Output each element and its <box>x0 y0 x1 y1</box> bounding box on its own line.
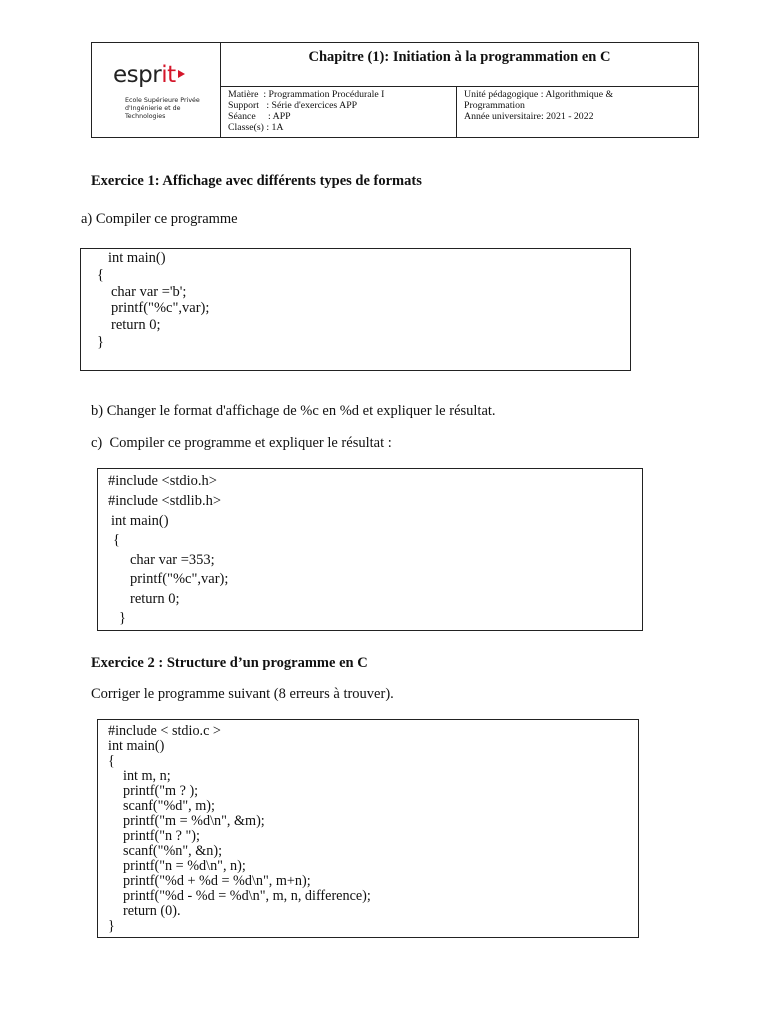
exercise1-part-b: b) Changer le format d'affichage de %c en %d et expliquer le résultat. <box>91 403 496 419</box>
code-line: { <box>97 267 104 283</box>
code-line: { <box>113 532 120 548</box>
logo-subtitle-line: Technologies <box>125 113 166 120</box>
logo-subtitle-line: Ecole Supérieure Privée <box>125 97 200 104</box>
code-line: scanf("%d", m); <box>123 798 215 814</box>
code-line: } <box>119 610 126 626</box>
exercise1-part-c: c) Compiler ce programme et expliquer le résultat : <box>91 435 392 451</box>
code-line: return 0; <box>130 591 180 607</box>
logo-subtitle-line: d'Ingénierie et de <box>125 105 181 112</box>
code-line: int main() <box>108 250 166 266</box>
code-line: scanf("%n", &n); <box>123 843 223 859</box>
logo-accent-text: it <box>161 62 176 88</box>
document-header <box>91 42 699 138</box>
unit-info <box>457 87 698 137</box>
code-line: printf("m = %d\n", &m); <box>123 813 265 829</box>
code-block-a <box>80 248 631 371</box>
info-matiere: Matière : Programmation Procédurale I <box>228 89 385 100</box>
course-info <box>221 87 457 137</box>
info-support: Support : Série d'exercices APP <box>228 100 358 111</box>
info-unite-cont: Programmation <box>464 100 525 111</box>
code-line: char var ='b'; <box>111 284 187 300</box>
info-classe: Classe(s) : 1A <box>228 122 284 133</box>
code-line: int m, n; <box>123 768 171 784</box>
code-line: printf("%d - %d = %d\n", m, n, difference); <box>123 888 371 904</box>
code-line: #include <stdio.h> <box>108 473 217 489</box>
code-line: printf("%d + %d = %d\n", m+n); <box>123 873 311 889</box>
logo-subtitle <box>125 97 200 121</box>
code-line: return (0). <box>123 903 181 919</box>
info-seance: Séance : APP <box>228 111 291 122</box>
exercise2-title: Exercice 2 : Structure d’un programme en C <box>91 655 368 671</box>
logo-main-text: espr <box>113 62 162 88</box>
logo-cell <box>92 43 221 137</box>
code-line: } <box>97 334 104 350</box>
title-cell <box>221 43 698 87</box>
info-unite: Unité pédagogique : Algorithmique & <box>464 89 614 100</box>
code-block-c <box>97 468 643 631</box>
logo-arrow-icon <box>178 70 185 78</box>
code-line: { <box>108 753 115 769</box>
code-line: int main() <box>111 513 169 529</box>
code-line: int main() <box>108 738 165 754</box>
info-annee: Année universitaire: 2021 - 2022 <box>464 111 594 122</box>
chapter-title: Chapitre (1): Initiation à la programmation en C <box>308 49 611 65</box>
code-line: printf("n = %d\n", n); <box>123 858 246 874</box>
esprit-logo <box>113 62 185 88</box>
exercise1-title: Exercice 1: Affichage avec différents types de formats <box>91 173 422 189</box>
exercise2-instruction: Corriger le programme suivant (8 erreurs à trouver). <box>91 686 394 702</box>
code-line: } <box>108 918 115 934</box>
code-block-ex2 <box>97 719 639 938</box>
code-line: char var =353; <box>130 552 215 568</box>
code-line: printf("%c",var); <box>130 571 229 587</box>
code-line: #include < stdio.c > <box>108 723 221 739</box>
code-line: printf("n ? "); <box>123 828 200 844</box>
code-line: return 0; <box>111 317 161 333</box>
code-line: printf("m ? ); <box>123 783 199 799</box>
code-line: #include <stdlib.h> <box>108 493 222 509</box>
code-line: printf("%c",var); <box>111 300 210 316</box>
exercise1-part-a: a) Compiler ce programme <box>81 211 238 227</box>
